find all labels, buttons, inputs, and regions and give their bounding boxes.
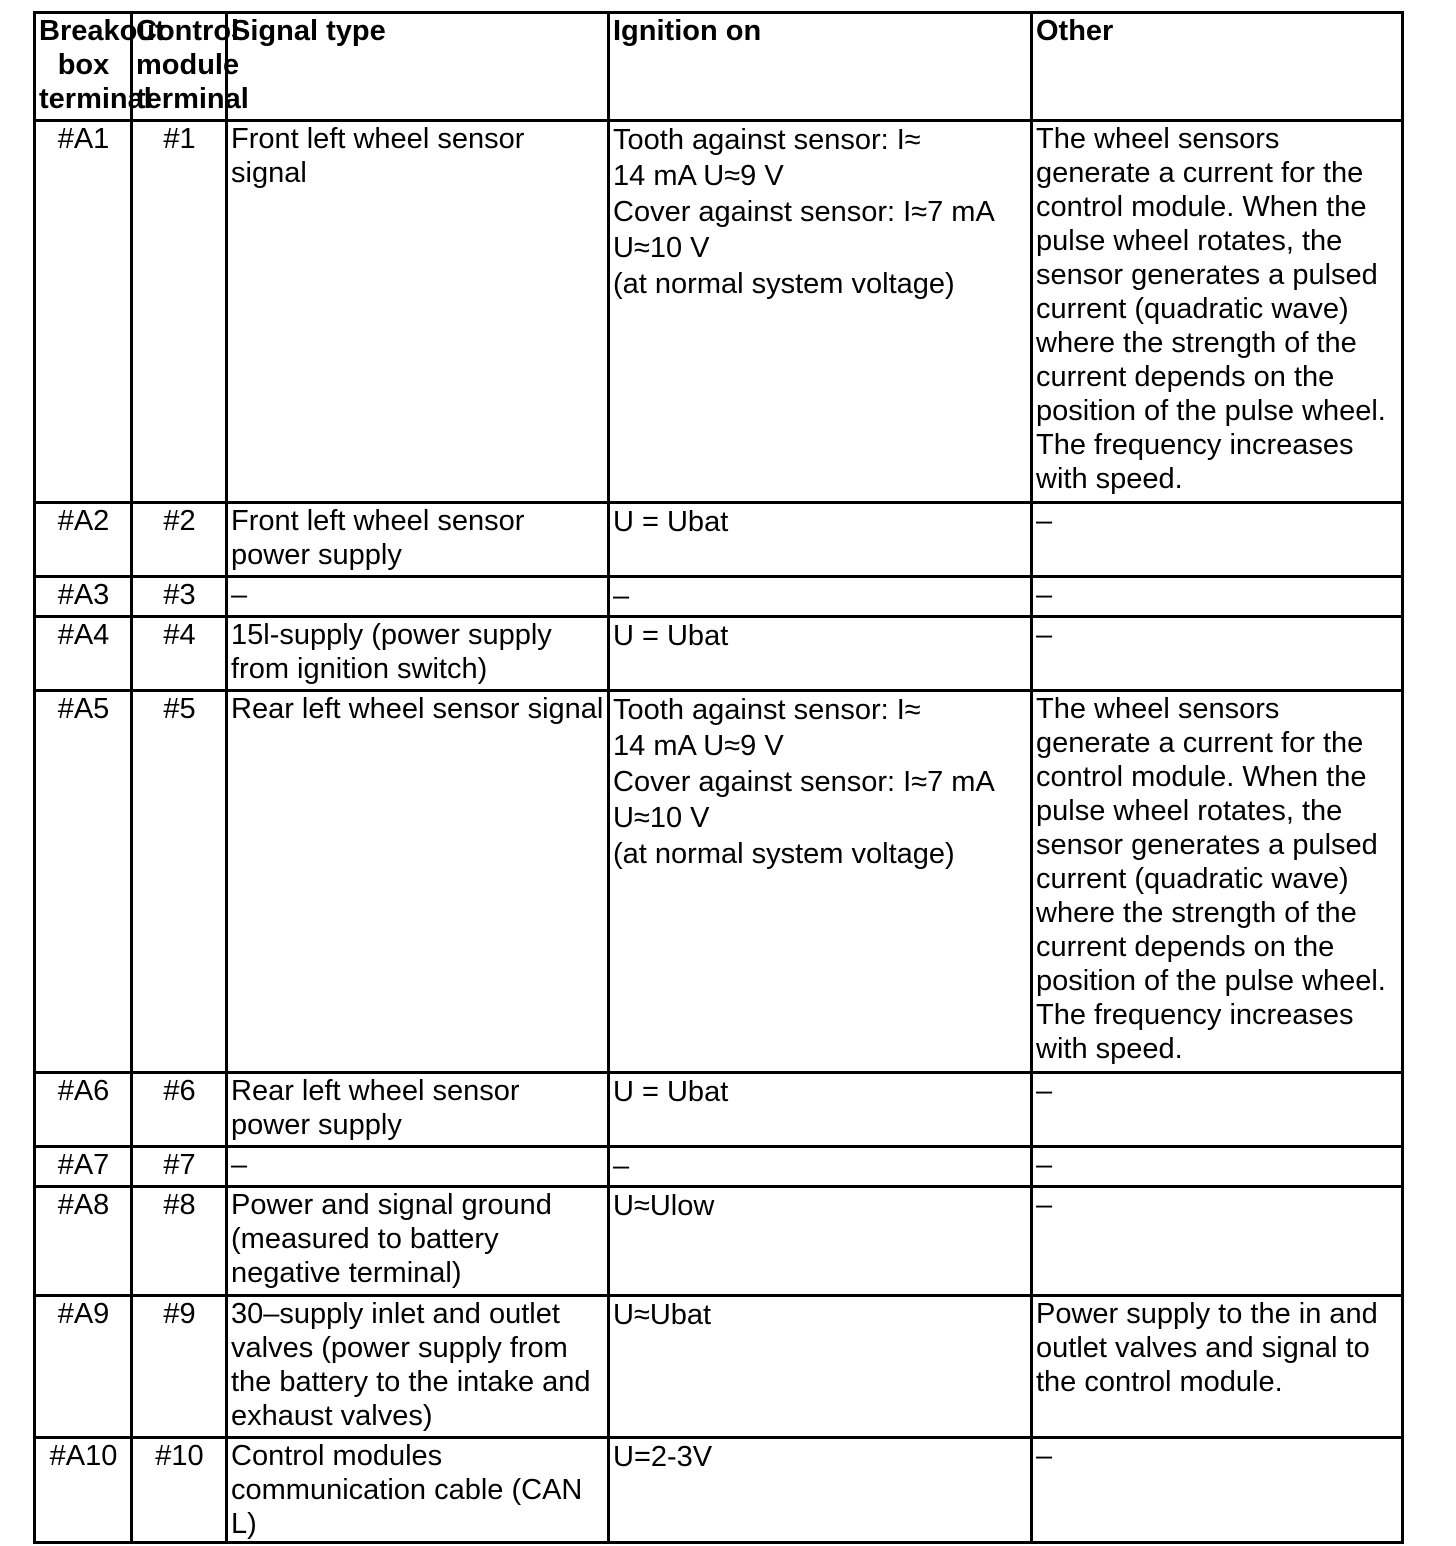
ignition-line: U = Ubat	[613, 506, 729, 538]
table-row	[35, 503, 1403, 577]
control-terminal-cell: #3	[132, 577, 227, 617]
ignition-line: U=2-3V	[613, 1441, 713, 1473]
control-terminal-cell: #4	[132, 617, 227, 691]
control-terminal-cell: #9	[132, 1296, 227, 1438]
signal-type-cell: Power and signal ground (measured to battery negative terminal)	[227, 1187, 609, 1296]
table-row	[35, 577, 1403, 617]
breakout-terminal-cell: #A6	[35, 1073, 132, 1147]
ignition-line: U = Ubat	[613, 620, 729, 652]
ignition-on-cell	[609, 577, 1032, 617]
header-signal-type: Signal type	[227, 13, 609, 121]
ignition-on-cell	[609, 1073, 1032, 1147]
signal-type-cell: 15l-supply (power supply from ignition switch)	[227, 617, 609, 691]
control-terminal-cell: #7	[132, 1147, 227, 1187]
table-row	[35, 1438, 1403, 1543]
signal-type-cell: Front left wheel sensor power supply	[227, 503, 609, 577]
ignition-line: U≈Ubat	[613, 1299, 712, 1331]
breakout-terminal-cell: #A4	[35, 617, 132, 691]
breakout-terminal-cell: #A7	[35, 1147, 132, 1187]
ignition-line: –	[613, 580, 630, 612]
table-row	[35, 1296, 1403, 1438]
ignition-line: (at normal system voltage)	[613, 838, 955, 870]
signal-type-cell: –	[227, 577, 609, 617]
table-row	[35, 1073, 1403, 1147]
ignition-on-cell	[609, 617, 1032, 691]
control-terminal-cell: #10	[132, 1438, 227, 1543]
header-row	[35, 13, 1403, 121]
ignition-on-cell	[609, 121, 1032, 503]
breakout-terminal-cell: #A10	[35, 1438, 132, 1543]
terminal-table	[33, 11, 1404, 1544]
signal-type-cell: –	[227, 1147, 609, 1187]
ignition-line: U≈10 V	[613, 802, 710, 834]
ignition-on-cell	[609, 1187, 1032, 1296]
other-cell: The wheel sensors generate a current for the control module. When the pulse wheel rotates, the sensor generates a pulsed current (quadratic wave) where the strength of the current depends on the position of the pulse wheel. The frequency increases with speed.	[1032, 121, 1403, 503]
header-breakout-box-terminal: Breakout box terminal	[35, 13, 132, 121]
table-row	[35, 617, 1403, 691]
signal-type-cell: Control modules communication cable (CAN L)	[227, 1438, 609, 1543]
table-row	[35, 1187, 1403, 1296]
ignition-on-cell	[609, 1296, 1032, 1438]
ignition-on-cell	[609, 691, 1032, 1073]
other-cell: –	[1032, 1187, 1403, 1296]
header-ignition-on: Ignition on	[609, 13, 1032, 121]
other-cell: –	[1032, 1147, 1403, 1187]
control-terminal-cell: #2	[132, 503, 227, 577]
ignition-line: Tooth against sensor: I≈	[613, 124, 921, 156]
signal-type-cell: Rear left wheel sensor power supply	[227, 1073, 609, 1147]
signal-type-cell: 30–supply inlet and outlet valves (power supply from the battery to the intake and exhaust valves)	[227, 1296, 609, 1438]
breakout-terminal-cell: #A2	[35, 503, 132, 577]
breakout-terminal-cell: #A3	[35, 577, 132, 617]
other-cell: –	[1032, 617, 1403, 691]
ignition-line: –	[613, 1150, 630, 1182]
ignition-line: U = Ubat	[613, 1076, 729, 1108]
other-cell: –	[1032, 577, 1403, 617]
table-row	[35, 121, 1403, 503]
ignition-line: 14 mA U≈9 V	[613, 160, 784, 192]
control-terminal-cell: #6	[132, 1073, 227, 1147]
table-body	[35, 121, 1403, 1543]
other-cell: The wheel sensors generate a current for the control module. When the pulse wheel rotates, the sensor generates a pulsed current (quadratic wave) where the strength of the current depends on the position of the pulse wheel. The frequency increases with speed.	[1032, 691, 1403, 1073]
other-cell: –	[1032, 503, 1403, 577]
ignition-line: U≈Ulow	[613, 1190, 715, 1222]
table-row	[35, 1147, 1403, 1187]
control-terminal-cell: #1	[132, 121, 227, 503]
breakout-terminal-cell: #A1	[35, 121, 132, 503]
breakout-terminal-cell: #A8	[35, 1187, 132, 1296]
signal-type-cell: Rear left wheel sensor signal	[227, 691, 609, 1073]
control-terminal-cell: #8	[132, 1187, 227, 1296]
header-other: Other	[1032, 13, 1403, 121]
ignition-line: Tooth against sensor: I≈	[613, 694, 921, 726]
ignition-line: U≈10 V	[613, 232, 710, 264]
ignition-line: 14 mA U≈9 V	[613, 730, 784, 762]
control-terminal-cell: #5	[132, 691, 227, 1073]
ignition-line: (at normal system voltage)	[613, 268, 955, 300]
ignition-line: Cover against sensor: I≈7 mA	[613, 766, 995, 798]
other-cell: Power supply to the in and outlet valves and signal to the control module.	[1032, 1296, 1403, 1438]
table-row	[35, 691, 1403, 1073]
ignition-on-cell	[609, 503, 1032, 577]
breakout-terminal-cell: #A5	[35, 691, 132, 1073]
signal-type-cell: Front left wheel sensor signal	[227, 121, 609, 503]
ignition-on-cell	[609, 1438, 1032, 1543]
other-cell: –	[1032, 1073, 1403, 1147]
ignition-on-cell	[609, 1147, 1032, 1187]
ignition-line: Cover against sensor: I≈7 mA	[613, 196, 995, 228]
breakout-terminal-cell: #A9	[35, 1296, 132, 1438]
header-control-module-terminal: Control module terminal	[132, 13, 227, 121]
other-cell: –	[1032, 1438, 1403, 1543]
